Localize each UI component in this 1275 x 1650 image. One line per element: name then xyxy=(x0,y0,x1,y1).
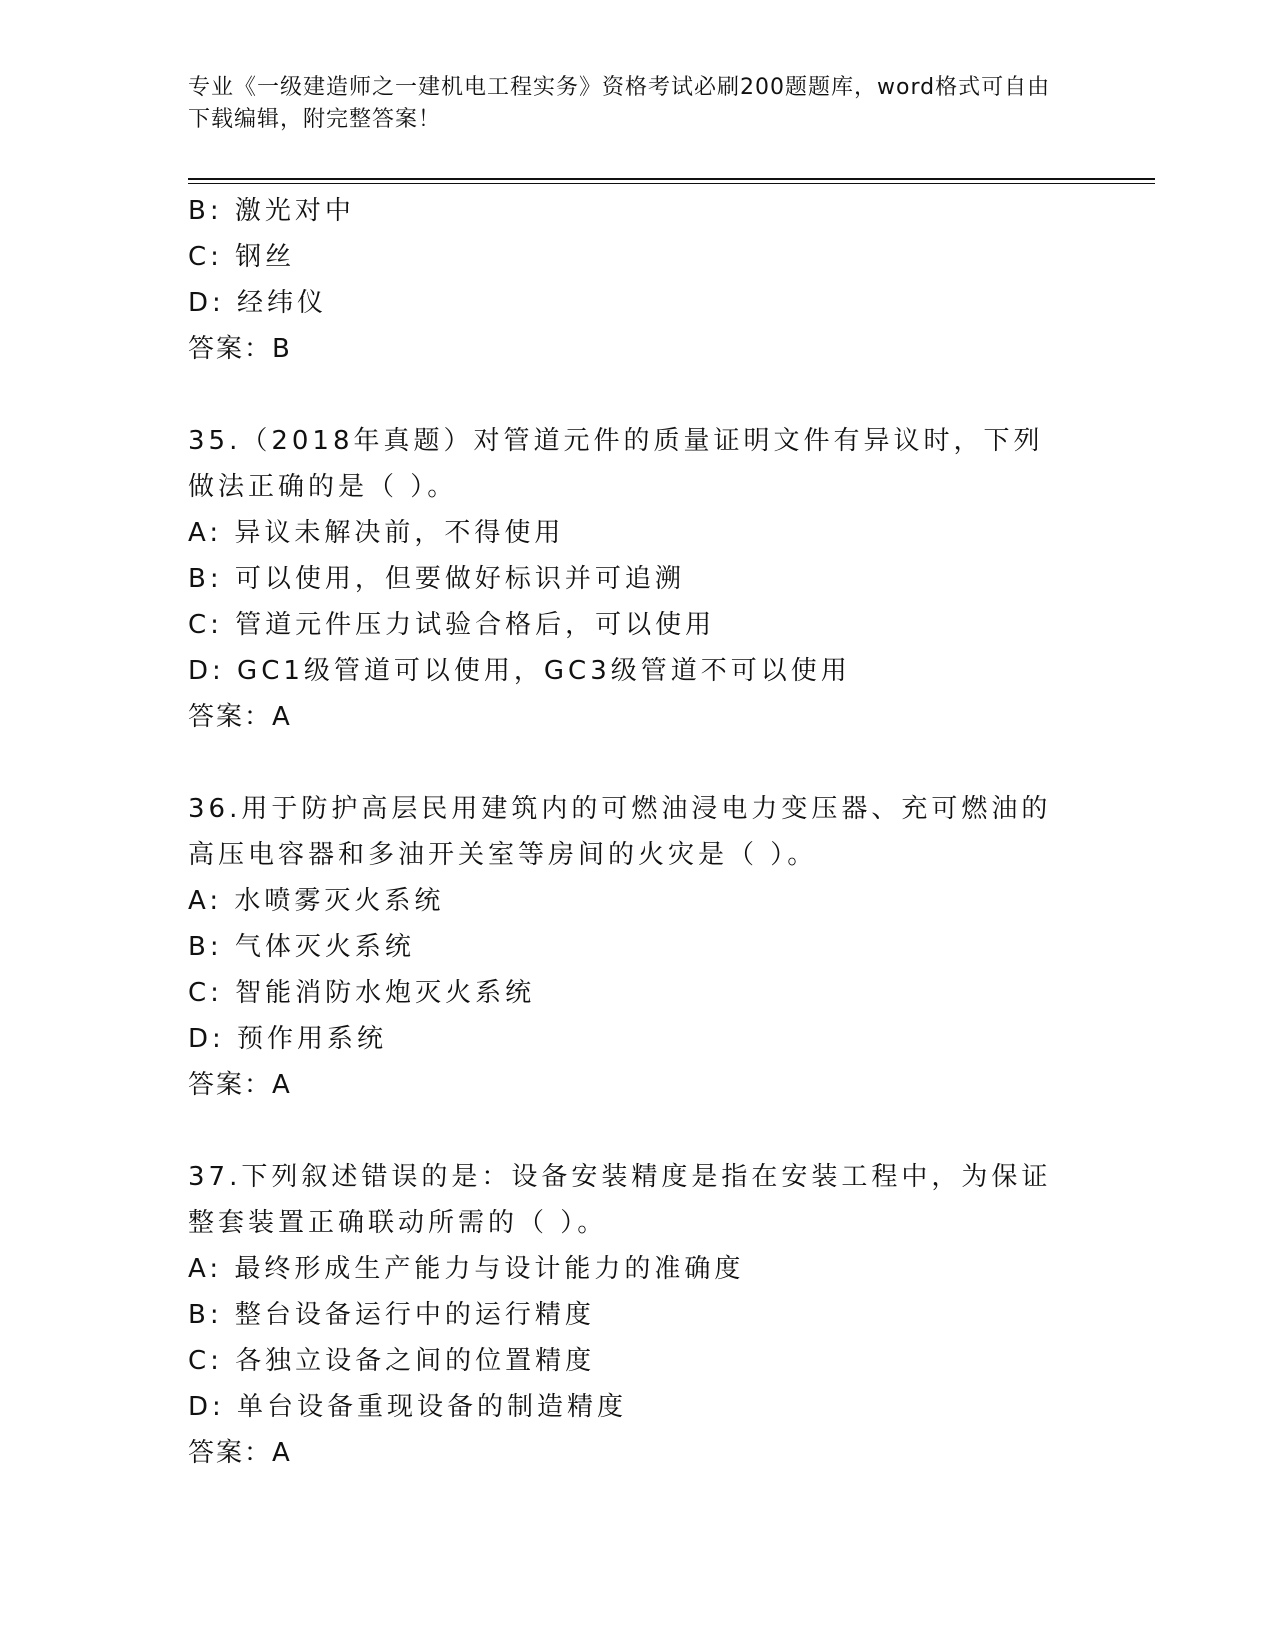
header-rule-thin xyxy=(188,183,1155,184)
option-d: D: GC1级管道可以使用，GC3级管道不可以使用 xyxy=(188,656,851,686)
option-b: B: 可以使用，但要做好标识并可追溯 xyxy=(188,564,685,594)
question-text: 35.（2018年真题）对管道元件的质量证明文件有异议时，下列做法正确的是（ ）。 xyxy=(188,426,1044,502)
option-c: C: 钢丝 xyxy=(188,242,296,272)
question-text: 36.用于防护高层民用建筑内的可燃油浸电力变压器、充可燃油的高压电容器和多油开关室等房间的火灾是（ ）。 xyxy=(188,794,1052,870)
option-a: A: 最终形成生产能力与设计能力的准确度 xyxy=(188,1254,745,1284)
header-rule-thick xyxy=(188,178,1155,180)
option-d: D: 单台设备重现设备的制造精度 xyxy=(188,1392,628,1422)
answer-line: 答案：A xyxy=(188,1070,292,1100)
option-b: B: 整台设备运行中的运行精度 xyxy=(188,1300,595,1330)
question-block-35 xyxy=(188,418,1088,740)
option-c: C: 管道元件压力试验合格后，可以使用 xyxy=(188,610,716,640)
option-a: A: 异议未解决前，不得使用 xyxy=(188,518,565,548)
document-header: 专业《一级建造师之一建机电工程实务》资格考试必刷200题题库，word格式可自由下载编辑，附完整答案！ xyxy=(188,75,1051,132)
option-c: C: 智能消防水炮灭火系统 xyxy=(188,978,536,1008)
question-block-34 xyxy=(188,188,1088,372)
option-b: B: 激光对中 xyxy=(188,196,355,226)
question-block-37 xyxy=(188,1154,1088,1476)
question-text: 37.下列叙述错误的是：设备安装精度是指在安装工程中，为保证整套装置正确联动所需的（ ）。 xyxy=(188,1162,1052,1238)
answer-line: 答案：A xyxy=(188,702,292,732)
question-list xyxy=(188,188,1088,1476)
answer-line: 答案：B xyxy=(188,334,292,364)
option-d: D: 经纬仪 xyxy=(188,288,328,318)
option-c: C: 各独立设备之间的位置精度 xyxy=(188,1346,596,1376)
answer-line: 答案：A xyxy=(188,1438,292,1468)
question-block-36 xyxy=(188,786,1088,1108)
option-d: D: 预作用系统 xyxy=(188,1024,388,1054)
option-a: A: 水喷雾灭火系统 xyxy=(188,886,445,916)
option-b: B: 气体灭火系统 xyxy=(188,932,415,962)
